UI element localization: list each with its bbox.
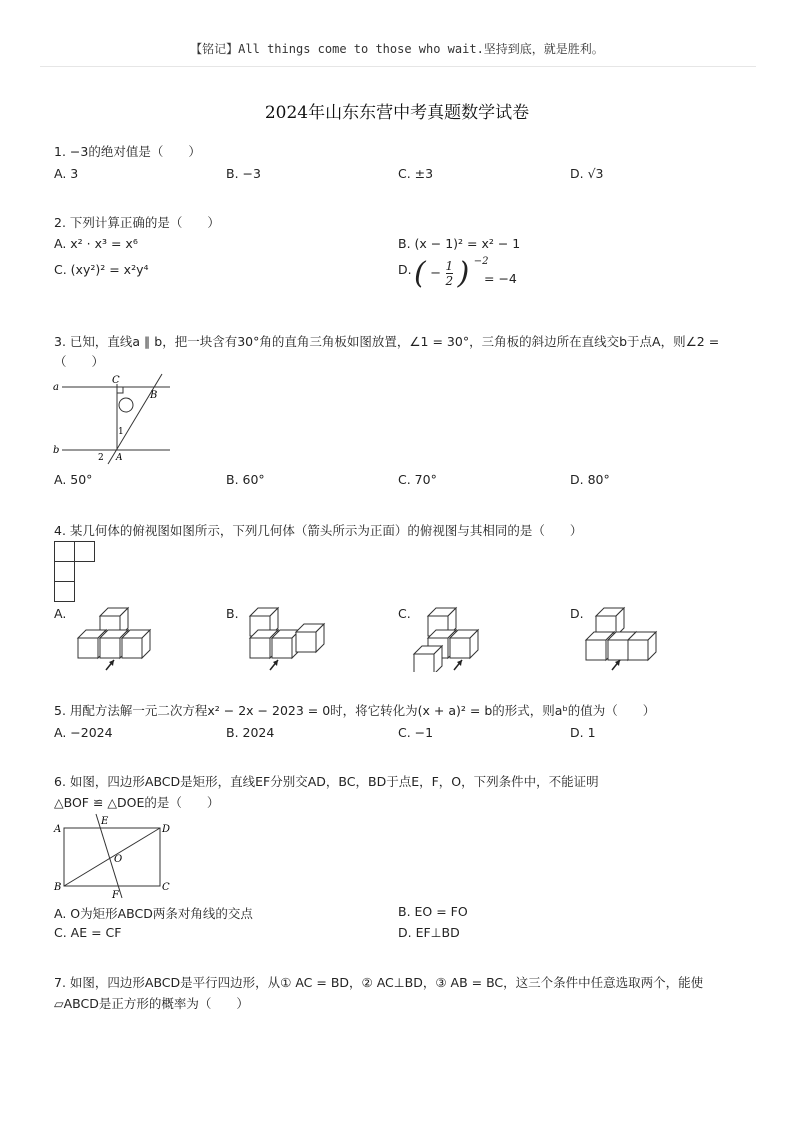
q1-option-d: D. √3 — [570, 166, 604, 181]
q4-figure-d — [584, 600, 674, 672]
q3-option-c: C. 70° — [398, 472, 437, 487]
page-header: 【铭记】All things come to those who wait.坚持到底，就是胜利。 — [190, 42, 604, 56]
q2-option-b: B. (x − 1)² = x² − 1 — [398, 236, 521, 251]
q6-label-b: B — [54, 882, 62, 893]
q6-option-b: B. EO = FO — [398, 904, 468, 919]
q6-label-c: C — [162, 882, 170, 893]
q5-option-b: B. 2024 — [226, 725, 275, 740]
q3-label-big-b: B — [150, 390, 158, 401]
q1-option-a: A. 3 — [54, 166, 79, 181]
q5-option-a: A. −2024 — [54, 725, 113, 740]
q2-option-a: A. x² · x³ = x⁶ — [54, 236, 138, 251]
q4-option-a: A. — [54, 606, 67, 621]
question-7-stem-cont: ▱ABCD是正方形的概率为（ ） — [54, 996, 249, 1011]
q3-label-c: C — [112, 375, 120, 386]
q4-option-b: B. — [226, 606, 239, 621]
q2-option-d-label: D. — [398, 262, 412, 277]
question-3-stem-cont: （ ） — [54, 354, 105, 369]
q2-option-c: C. (xy²)² = x²y⁴ — [54, 262, 149, 277]
q4-figure-b — [240, 600, 335, 672]
q6-label-f: F — [112, 890, 119, 901]
q4-option-c: C. — [398, 606, 411, 621]
q5-option-d: D. 1 — [570, 725, 596, 740]
question-6-stem-cont: △BOF ≌ △DOE的是（ ） — [54, 795, 220, 810]
q3-option-a: A. 50° — [54, 472, 93, 487]
cube-front-face — [628, 640, 648, 660]
question-6-stem: 6. 如图，四边形ABCD是矩形，直线EF分别交AD，BC，BD于点E，F，O，下列条件中，不能证明 — [54, 774, 599, 789]
question-1-stem: 1. −3的绝对值是（ ） — [54, 144, 201, 159]
question-3-stem: 3. 已知，直线a ∥ b，把一块含有30°角的直角三角板如图放置，∠1 = 30°，三角板的斜边所在直线交b于点A，则∠2 = — [54, 334, 720, 349]
page-title: 2024年山东东营中考真题数学试卷 — [264, 103, 530, 123]
q4-top-view — [54, 541, 98, 603]
q6-figure — [52, 812, 176, 902]
q2-option-d-fraction: ( − 1 2 ) $^{-2}$ — [414, 256, 489, 291]
q3-angle-2: 2 — [98, 453, 104, 463]
q6-label-o: O — [114, 854, 123, 865]
q3-label-a: a — [53, 382, 59, 393]
cube-front-face — [100, 638, 120, 658]
cube-front-face — [450, 638, 470, 658]
q3-angle-1: 1 — [118, 427, 124, 437]
q3-label-b: b — [53, 445, 60, 456]
cube-front-face — [586, 640, 606, 660]
q6-option-d: D. EF⊥BD — [398, 925, 460, 940]
question-4-stem: 4. 某几何体的俯视图如图所示，下列几何体（箭头所示为正面）的俯视图与其相同的是（ ） — [54, 523, 583, 538]
q3-label-big-a: A — [116, 453, 123, 463]
question-5-stem: 5. 用配方法解一元二次方程x² − 2x − 2023 = 0时，将它转化为(x + a)² = b的形式，则aᵇ的值为（ ） — [54, 703, 656, 718]
cube-front-face — [414, 654, 434, 672]
q3-option-d: D. 80° — [570, 472, 610, 487]
cube-front-face — [78, 638, 98, 658]
question-2-stem: 2. 下列计算正确的是（ ） — [54, 215, 220, 230]
q1-option-b: B. −3 — [226, 166, 261, 181]
cube-front-face — [122, 638, 142, 658]
q5-option-c: C. −1 — [398, 725, 434, 740]
q6-label-d: D — [162, 824, 171, 835]
cube-front-face — [250, 638, 270, 658]
cube-front-face — [296, 632, 316, 652]
q1-option-c: C. ±3 — [398, 166, 434, 181]
q3-figure — [50, 372, 180, 467]
q6-option-a: A. O为矩形ABCD两条对角线的交点 — [54, 906, 253, 921]
q2-option-d-result: = −4 — [484, 271, 517, 286]
cube-front-face — [608, 640, 628, 660]
cube-front-face — [272, 638, 292, 658]
q6-option-c: C. AE = CF — [54, 925, 122, 940]
question-7-stem: 7. 如图，四边形ABCD是平行四边形，从① AC = BD，② AC⊥BD，③ AB = BC，这三个条件中任意选取两个，能使 — [54, 975, 704, 990]
q6-label-a: A — [54, 824, 62, 835]
q4-option-d: D. — [570, 606, 584, 621]
q4-figure-c — [412, 600, 502, 672]
q3-option-b: B. 60° — [226, 472, 265, 487]
q4-figure-a — [68, 600, 158, 672]
header-divider — [40, 66, 756, 67]
q6-label-e: E — [101, 816, 109, 827]
